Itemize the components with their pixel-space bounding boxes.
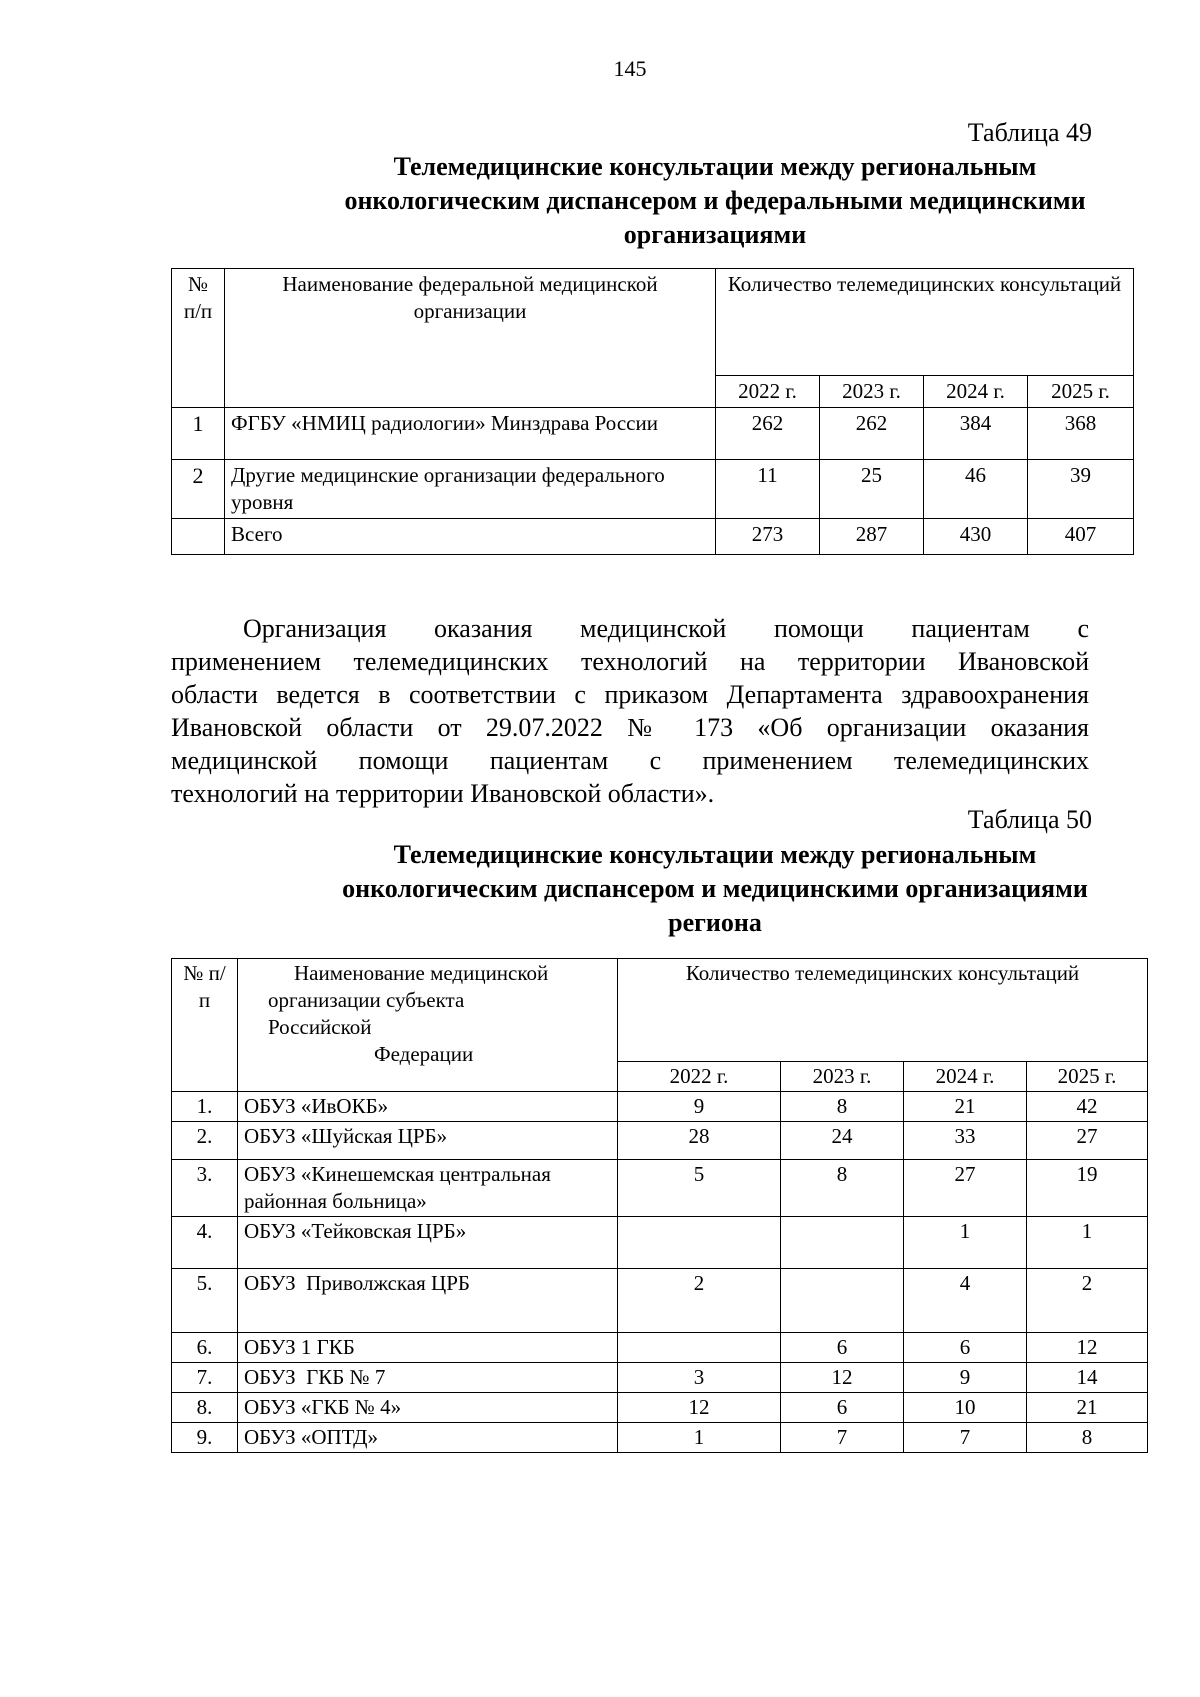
table-49-header-year: 2024 г.: [924, 376, 1028, 408]
organization-name: ФГБУ «НМИЦ радиологии» Минздрава России: [225, 408, 716, 460]
value-cell: 27: [904, 1160, 1027, 1217]
value-cell: 7: [781, 1423, 904, 1453]
value-cell: 3: [618, 1363, 781, 1393]
value-cell: 42: [1027, 1092, 1148, 1122]
table-49-header-num: № п/п: [172, 269, 225, 408]
table-49-header-year: 2022 г.: [716, 376, 820, 408]
table-49-title-line: онкологическим диспансером и федеральными медицинскими: [344, 186, 1086, 215]
table-row: [172, 1122, 1148, 1160]
table-49-title-line: организациями: [623, 220, 807, 249]
table-row: [172, 1092, 1148, 1122]
value-cell: 21: [1027, 1393, 1148, 1423]
organization-name: ОБУЗ «Тейковская ЦРБ»: [238, 1217, 618, 1269]
value-cell: 9: [904, 1363, 1027, 1393]
table-50-header-year: 2023 г.: [781, 1062, 904, 1092]
value-cell: 11: [716, 460, 820, 519]
row-number: 4.: [172, 1217, 238, 1269]
table-49-label: Таблица 49: [967, 118, 1092, 147]
table-50-label: Таблица 50: [967, 805, 1092, 834]
organization-name: ОБУЗ ГКБ № 7: [238, 1363, 618, 1393]
total-value: 273: [716, 519, 820, 555]
table-50-header-num: № п/п: [172, 959, 238, 1092]
value-cell: 8: [781, 1092, 904, 1122]
value-cell: 21: [904, 1092, 1027, 1122]
organization-name: ОБУЗ 1 ГКБ: [238, 1333, 618, 1363]
paragraph-line: технологий на территории Ивановской области».: [171, 779, 715, 808]
value-cell: 25: [820, 460, 924, 519]
value-cell: 6: [781, 1393, 904, 1423]
table-50-title-line: онкологическим диспансером и медицинскими организациями: [342, 874, 1088, 903]
value-cell: 19: [1027, 1160, 1148, 1217]
row-number: 6.: [172, 1333, 238, 1363]
value-cell: 368: [1028, 408, 1134, 460]
table-row: [172, 1333, 1148, 1363]
table-row: [172, 1423, 1148, 1453]
table-50-header-year: 2024 г.: [904, 1062, 1027, 1092]
value-cell: 12: [618, 1393, 781, 1423]
value-cell: [781, 1269, 904, 1333]
value-cell: 6: [904, 1333, 1027, 1363]
value-cell: 24: [781, 1122, 904, 1160]
value-cell: 46: [924, 460, 1028, 519]
table-row: [172, 460, 1134, 519]
table-row: [172, 408, 1134, 460]
total-value: 287: [820, 519, 924, 555]
paragraph-line: Организация оказания медицинской помощи пациентам с: [243, 614, 1089, 643]
total-value: 407: [1028, 519, 1134, 555]
value-cell: 262: [716, 408, 820, 460]
value-cell: 1: [904, 1217, 1027, 1269]
table-row: [172, 1217, 1148, 1269]
value-cell: 12: [781, 1363, 904, 1393]
value-cell: 6: [781, 1333, 904, 1363]
organization-name: ОБУЗ «ИвОКБ»: [238, 1092, 618, 1122]
organization-name: ОБУЗ «ГКБ № 4»: [238, 1393, 618, 1423]
table-50-title-line: Телемедицинские консультации между региональным: [393, 840, 1037, 869]
paragraph-line: применением телемедицинских технологий на территории Ивановской: [171, 647, 1089, 676]
value-cell: 27: [1027, 1122, 1148, 1160]
table-row: [172, 1269, 1148, 1333]
table-50-header-year: 2022 г.: [618, 1062, 781, 1092]
row-number: 3.: [172, 1160, 238, 1217]
value-cell: 2: [1027, 1269, 1148, 1333]
value-cell: 28: [618, 1122, 781, 1160]
paragraph-line: Ивановской области от 29.07.2022 № 173 «Об организации оказания: [171, 713, 1089, 742]
table-49-header-count: Количество телемедицинских консультаций: [716, 269, 1134, 376]
table-50-header-count: Количество телемедицинских консультаций: [618, 959, 1148, 1062]
total-value: 430: [924, 519, 1028, 555]
row-number: 7.: [172, 1363, 238, 1393]
row-number: 5.: [172, 1269, 238, 1333]
value-cell: 9: [618, 1092, 781, 1122]
row-number: 2.: [172, 1122, 238, 1160]
value-cell: 384: [924, 408, 1028, 460]
table-50-header-name: [238, 959, 618, 1092]
header-name-line: Наименование медицинской: [294, 961, 549, 985]
organization-name: ОБУЗ Приволжская ЦРБ: [238, 1269, 618, 1333]
table-50-header-year: 2025 г.: [1027, 1062, 1148, 1092]
total-num-cell: [172, 519, 225, 555]
total-row: [172, 519, 1134, 555]
value-cell: 4: [904, 1269, 1027, 1333]
table-50: [171, 958, 1148, 1453]
value-cell: [781, 1217, 904, 1269]
value-cell: 33: [904, 1122, 1027, 1160]
header-name-line: Российской: [268, 1015, 372, 1039]
table-49: [171, 268, 1134, 555]
value-cell: 2: [618, 1269, 781, 1333]
table-row: [172, 1393, 1148, 1423]
value-cell: 39: [1028, 460, 1134, 519]
organization-name: Другие медицинские организации федерального уровня: [225, 460, 716, 519]
organization-name: ОБУЗ «Шуйская ЦРБ»: [238, 1122, 618, 1160]
table-row: [172, 1160, 1148, 1217]
table-50-title-line: региона: [668, 908, 762, 937]
row-number: 2: [172, 460, 225, 519]
row-number: 1.: [172, 1092, 238, 1122]
paragraph-line: области ведется в соответствии с приказом Департамента здравоохранения: [171, 680, 1089, 709]
table-49-header-year: 2023 г.: [820, 376, 924, 408]
row-number: 1: [172, 408, 225, 460]
value-cell: [618, 1333, 781, 1363]
value-cell: 8: [1027, 1423, 1148, 1453]
table-49-title: [170, 150, 1200, 252]
value-cell: 12: [1027, 1333, 1148, 1363]
value-cell: 262: [820, 408, 924, 460]
row-number: 8.: [172, 1393, 238, 1423]
value-cell: 1: [1027, 1217, 1148, 1269]
table-49-header-name: Наименование федеральной медицинской организации: [225, 269, 716, 408]
table-49-title-line: Телемедицинские консультации между региональным: [393, 152, 1037, 181]
total-label: Всего: [225, 519, 716, 555]
organization-name: ОБУЗ «ОПТД»: [238, 1423, 618, 1453]
value-cell: 7: [904, 1423, 1027, 1453]
value-cell: 8: [781, 1160, 904, 1217]
value-cell: 14: [1027, 1363, 1148, 1393]
organization-name: ОБУЗ «Кинешемская центральная районная больница»: [238, 1160, 618, 1217]
value-cell: [618, 1217, 781, 1269]
value-cell: 1: [618, 1423, 781, 1453]
page-number: 145: [613, 56, 647, 81]
paragraph-line: медицинской помощи пациентам с применением телемедицинских: [171, 746, 1089, 775]
body-paragraph: [171, 612, 1089, 810]
table-50-title: [170, 838, 1200, 940]
table-49-header-year: 2025 г.: [1028, 376, 1134, 408]
header-name-line: Федерации: [374, 1042, 474, 1066]
row-number: 9.: [172, 1423, 238, 1453]
table-row: [172, 1363, 1148, 1393]
header-name-line: организации субъекта: [268, 988, 465, 1012]
value-cell: 5: [618, 1160, 781, 1217]
value-cell: 10: [904, 1393, 1027, 1423]
